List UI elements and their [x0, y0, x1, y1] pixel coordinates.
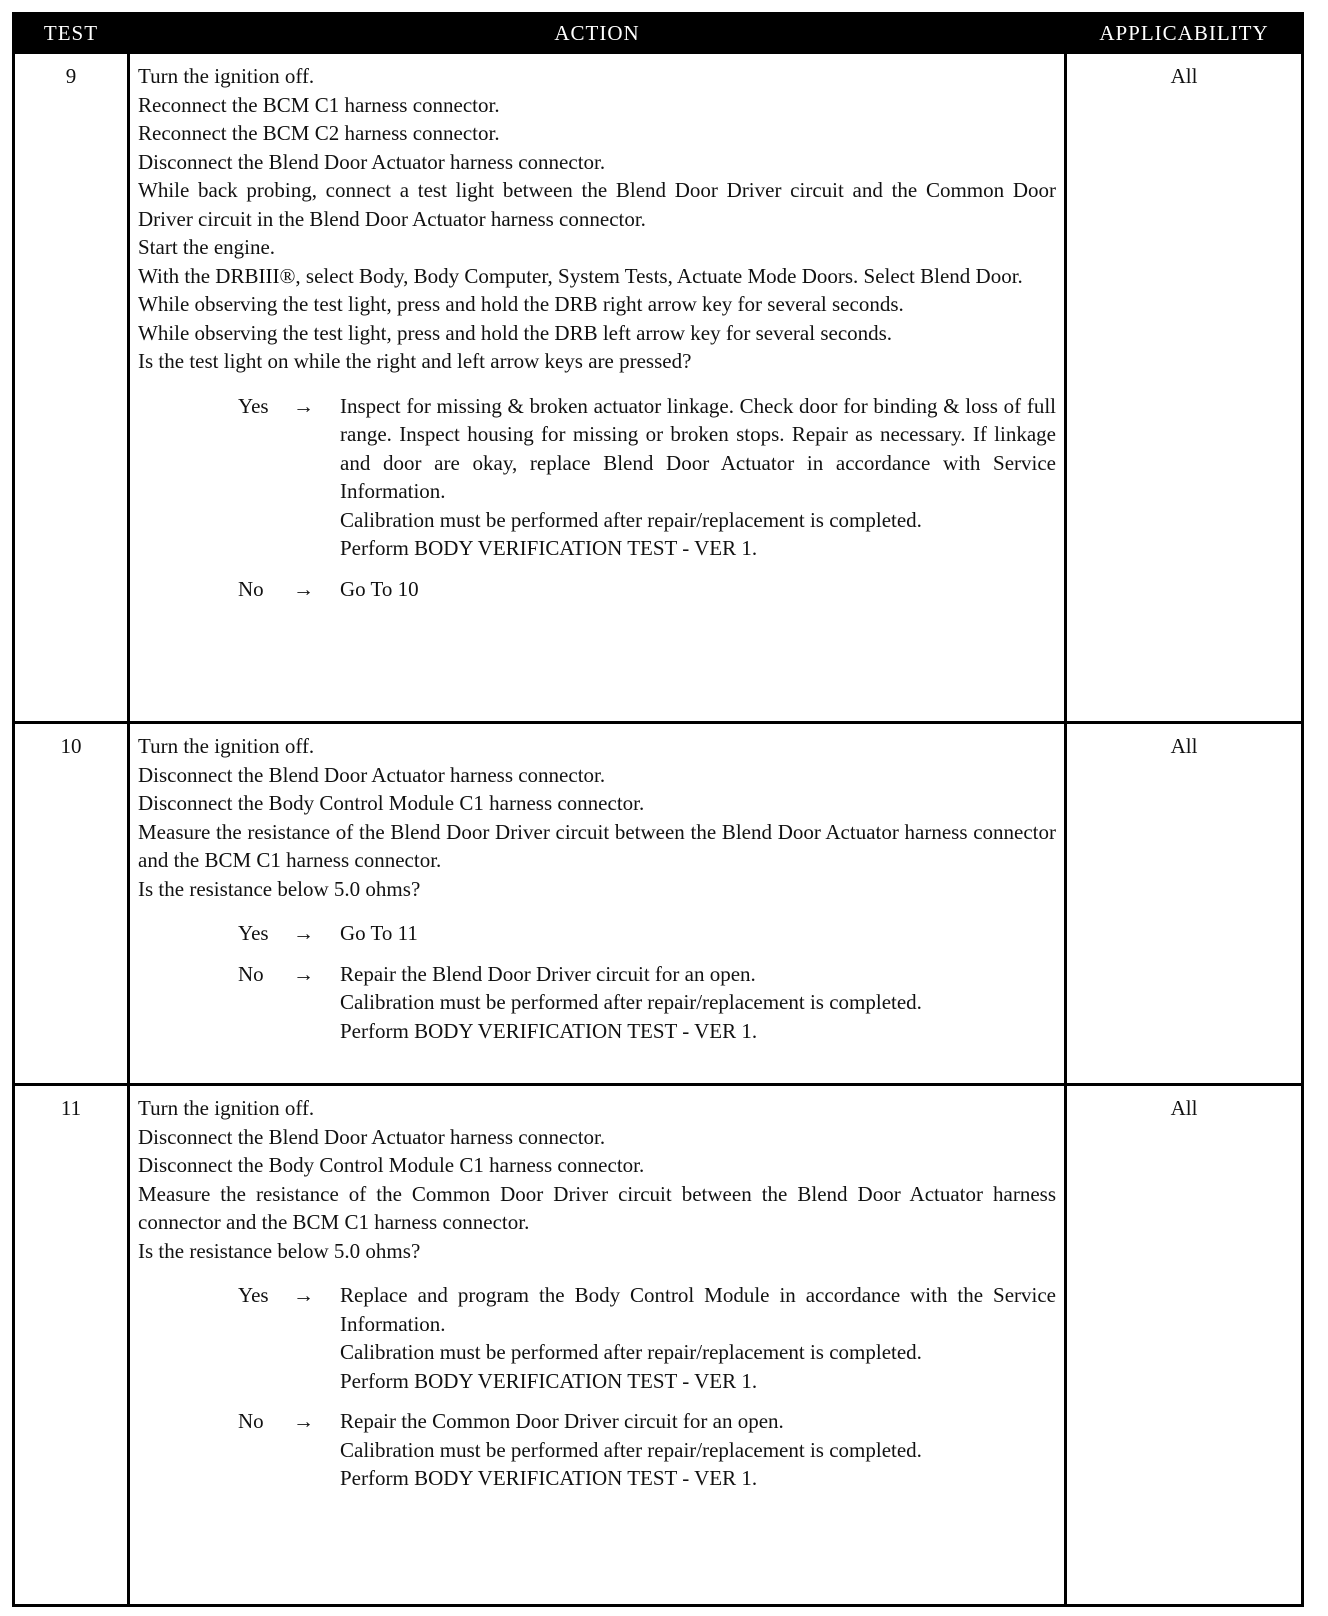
yes-label: Yes — [238, 393, 269, 418]
action-step: Reconnect the BCM C1 harness connector. — [138, 92, 500, 117]
header-applicability: APPLICABILITY — [1066, 14, 1303, 53]
yes-label: Yes — [238, 1283, 269, 1307]
outcome-line: Perform BODY VERIFICATION TEST - VER 1. — [340, 536, 758, 560]
arrow-right-icon: → — [293, 393, 314, 418]
no-label: No — [238, 1409, 264, 1433]
outcome-line: Perform BODY VERIFICATION TEST - VER 1. — [340, 1466, 758, 1490]
action-step: While observing the test light, press and hold the DRB right arrow key for several seconds. — [138, 292, 904, 316]
outcome-line: Inspect for missing & broken actuator linkage. Check door for binding & loss of full range. Inspect housing for missing or broken stops. Repair as necessary. If linkage and door are okay, replace Blend Door Actuator in accordance with Service Information. — [340, 393, 1056, 503]
diagnostic-test-table — [12, 12, 1304, 1607]
arrow-right-icon: → — [293, 1409, 314, 1433]
question: Is the resistance below 5.0 ohms? — [138, 876, 421, 901]
outcome-line: Calibration must be performed after repair/replacement is completed. — [340, 1340, 922, 1364]
action-step: Turn the ignition off. — [138, 1096, 315, 1120]
arrow-right-icon: → — [293, 961, 314, 986]
header-test: TEST — [14, 14, 129, 53]
yes-outcome — [238, 392, 1056, 563]
outcome-line: Calibration must be performed after repair/replacement is completed. — [340, 507, 922, 532]
outcome-line: Perform BODY VERIFICATION TEST - VER 1. — [340, 1018, 758, 1043]
action-cell — [129, 53, 1066, 723]
outcome-line: Calibration must be performed after repair/replacement is completed. — [340, 1437, 922, 1462]
applicability-value: All — [1066, 723, 1303, 1085]
yes-outcome — [238, 1281, 1056, 1395]
table-row — [14, 723, 1303, 1085]
action-step: Start the engine. — [138, 235, 276, 259]
no-outcome — [238, 1407, 1056, 1493]
outcome-line: Go To 11 — [340, 921, 418, 945]
action-step: While back probing, connect a test light between the Blend Door Driver circuit and the Common Door Driver circuit in the Blend Door Actuator harness connector. — [138, 178, 1056, 231]
action-step: While observing the test light, press and hold the DRB left arrow key for several seconds. — [138, 320, 893, 345]
applicability-value: All — [1066, 1085, 1303, 1606]
outcome-line: Repair the Blend Door Driver circuit for an open. — [340, 961, 756, 986]
test-number: 10 — [14, 723, 129, 1085]
question: Is the test light on while the right and left arrow keys are pressed? — [138, 349, 692, 373]
diagnostic-procedure-sheet — [12, 12, 1301, 1601]
outcome-line: Replace and program the Body Control Module in accordance with the Service Information. — [340, 1283, 1056, 1336]
action-step: Turn the ignition off. — [138, 734, 315, 758]
table-row — [14, 1085, 1303, 1606]
action-step: Turn the ignition off. — [138, 64, 315, 88]
action-step: Disconnect the Blend Door Actuator harness connector. — [138, 1124, 606, 1149]
arrow-right-icon: → — [293, 921, 314, 945]
question: Is the resistance below 5.0 ohms? — [138, 1238, 421, 1263]
table-header-row — [14, 14, 1303, 53]
action-step: Disconnect the Blend Door Actuator harness connector. — [138, 149, 606, 174]
header-action: ACTION — [129, 14, 1066, 53]
outcome-line: Perform BODY VERIFICATION TEST - VER 1. — [340, 1368, 758, 1393]
no-outcome — [238, 960, 1056, 1046]
outcome-line: Go To 10 — [340, 576, 419, 601]
applicability-value: All — [1066, 53, 1303, 723]
outcome-line: Repair the Common Door Driver circuit for an open. — [340, 1409, 784, 1433]
outcome-line: Calibration must be performed after repair/replacement is completed. — [340, 990, 922, 1014]
action-cell — [129, 1085, 1066, 1606]
yes-label: Yes — [238, 921, 269, 945]
arrow-right-icon: → — [293, 576, 314, 601]
action-step: With the DRBIII®, select Body, Body Computer, System Tests, Actuate Mode Doors. Select Blend Door. — [138, 263, 1023, 288]
yes-outcome — [238, 919, 1056, 948]
table-row — [14, 53, 1303, 723]
action-step: Disconnect the Body Control Module C1 harness connector. — [138, 791, 645, 815]
action-cell — [129, 723, 1066, 1085]
action-step: Disconnect the Blend Door Actuator harness connector. — [138, 762, 606, 787]
test-number: 11 — [14, 1085, 129, 1606]
arrow-right-icon: → — [293, 1283, 314, 1307]
no-label: No — [238, 961, 264, 986]
action-step: Disconnect the Body Control Module C1 harness connector. — [138, 1153, 645, 1177]
action-step: Measure the resistance of the Common Door Driver circuit between the Blend Door Actuator harness connector and the BCM C1 harness connector. — [138, 1181, 1056, 1234]
no-label: No — [238, 576, 264, 601]
test-number: 9 — [14, 53, 129, 723]
no-outcome — [238, 575, 1056, 604]
action-step: Reconnect the BCM C2 harness connector. — [138, 121, 500, 145]
action-step: Measure the resistance of the Blend Door Driver circuit between the Blend Door Actuator harness connector and the BCM C1 harness connector. — [138, 819, 1056, 872]
